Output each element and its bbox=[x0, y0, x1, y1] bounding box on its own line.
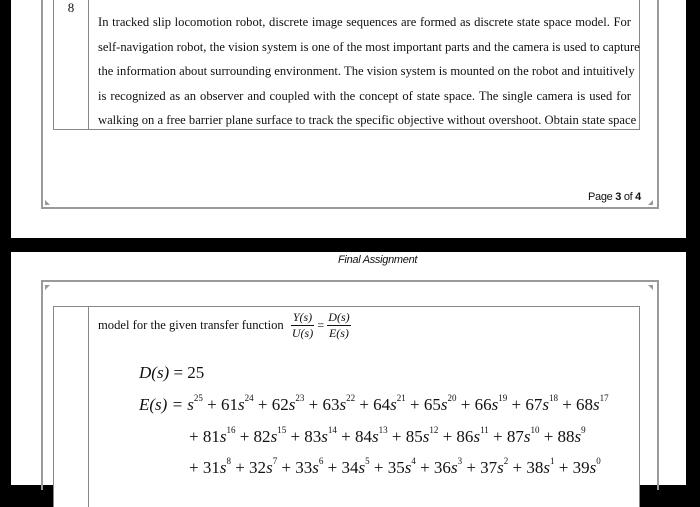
crop-mark-icon bbox=[648, 200, 653, 205]
variable-s: s bbox=[473, 427, 481, 446]
variable-s: s bbox=[593, 395, 600, 414]
polynomial-term: + $32s^7$ bbox=[230, 456, 278, 477]
E-lhs: E(s) = bbox=[139, 395, 188, 414]
question-line: walking on a free barrier plane surface to track the specific objective without overshoot. Obtain state space bbox=[98, 113, 637, 128]
E-terms-3 bbox=[189, 458, 601, 477]
variable-s: s bbox=[321, 427, 328, 446]
exponent: 3 bbox=[457, 456, 463, 466]
polynomial-term: + $85s^{12}$ bbox=[387, 425, 439, 446]
variable-s: s bbox=[497, 458, 504, 477]
continuation-text: model for the given transfer function bbox=[98, 318, 284, 332]
denominator-E: E(s) bbox=[328, 326, 349, 340]
exponent: 16 bbox=[226, 425, 236, 435]
exponent: 14 bbox=[327, 425, 337, 435]
D-lhs: D(s) bbox=[139, 363, 170, 382]
exponent: 9 bbox=[581, 425, 586, 435]
crop-mark-icon bbox=[45, 200, 50, 205]
equals-sign: = bbox=[317, 318, 325, 332]
D-equation bbox=[139, 363, 204, 383]
variable-s: s bbox=[288, 395, 296, 414]
variable-s: s bbox=[266, 458, 273, 477]
polynomial-term: + $67s^{18}$ bbox=[507, 393, 558, 414]
variable-s: s bbox=[404, 458, 412, 477]
D-rhs: = 25 bbox=[173, 363, 205, 382]
question-line: the information about surrounding environment. The vision system is mounted on the robot and intuitively bbox=[98, 64, 635, 79]
question-number-cell bbox=[54, 307, 89, 507]
polynomial-term: + $35s^4$ bbox=[369, 456, 416, 477]
polynomial-term: + $68s^{17}$ bbox=[557, 393, 609, 414]
exponent: 19 bbox=[498, 393, 508, 403]
question-table-continued bbox=[53, 306, 640, 507]
exponent: 25 bbox=[193, 393, 203, 403]
polynomial-term: + $37s^2$ bbox=[462, 456, 509, 477]
variable-s: s bbox=[270, 427, 278, 446]
variable-s: s bbox=[422, 427, 430, 446]
polynomial-term: + $64s^{21}$ bbox=[355, 393, 406, 414]
page-frame-bottom bbox=[41, 207, 659, 209]
variable-s: s bbox=[450, 458, 458, 477]
exponent: 2 bbox=[503, 456, 509, 466]
current-page: 3 bbox=[615, 191, 622, 203]
variable-s: s bbox=[219, 427, 227, 446]
page-frame-right bbox=[657, 280, 659, 490]
variable-s: s bbox=[372, 427, 379, 446]
exponent: 0 bbox=[596, 456, 601, 466]
exponent: 24 bbox=[244, 393, 254, 403]
polynomial-term: + $65s^{20}$ bbox=[405, 393, 457, 414]
numerator-D: D(s) bbox=[328, 310, 350, 324]
exponent: 7 bbox=[272, 456, 278, 466]
exponent: 8 bbox=[226, 456, 231, 466]
page-frame-right bbox=[657, 0, 659, 208]
variable-s: s bbox=[339, 395, 347, 414]
variable-s: s bbox=[440, 395, 448, 414]
exponent: 1 bbox=[550, 456, 555, 466]
exponent: 13 bbox=[378, 425, 388, 435]
transfer-function-line bbox=[98, 310, 351, 341]
E-terms-1 bbox=[187, 395, 608, 414]
page-of: of bbox=[621, 191, 636, 203]
polynomial-term: + $39s^0$ bbox=[554, 456, 601, 477]
crop-mark-icon bbox=[45, 285, 50, 290]
variable-s: s bbox=[589, 458, 597, 477]
variable-s: s bbox=[491, 395, 499, 414]
E-terms-2 bbox=[189, 427, 586, 446]
document-page-3 bbox=[11, 0, 686, 238]
variable-s: s bbox=[523, 427, 531, 446]
exponent: 5 bbox=[365, 456, 370, 466]
variable-s: s bbox=[358, 458, 366, 477]
exponent: 18 bbox=[548, 393, 558, 403]
polynomial-term: + $31s^8$ bbox=[189, 456, 231, 477]
page-header-title: Final Assignment bbox=[338, 254, 418, 266]
polynomial-term: + $86s^{11}$ bbox=[438, 425, 489, 446]
question-table bbox=[53, 0, 640, 130]
E-equation-line-1 bbox=[139, 395, 609, 415]
exponent: 23 bbox=[295, 393, 305, 403]
polynomial-term: + $82s^{15}$ bbox=[235, 425, 287, 446]
exponent: 20 bbox=[447, 393, 457, 403]
page-prefix: Page bbox=[588, 191, 616, 203]
polynomial-term: + $36s^3$ bbox=[415, 456, 463, 477]
variable-s: s bbox=[542, 395, 549, 414]
page-frame-left bbox=[41, 280, 43, 490]
exponent: 6 bbox=[318, 456, 324, 466]
variable-s: s bbox=[390, 395, 397, 414]
exponent: 4 bbox=[411, 456, 416, 466]
variable-s: s bbox=[238, 395, 245, 414]
exponent: 22 bbox=[346, 393, 356, 403]
question-line: In tracked slip locomotion robot, discrete image sequences are formed as discrete state space model. For bbox=[98, 15, 631, 29]
numerator-Y: Y(s) bbox=[292, 310, 313, 324]
polynomial-term: + $88s^9$ bbox=[539, 425, 586, 446]
question-text bbox=[98, 10, 640, 133]
page-indicator bbox=[588, 191, 641, 203]
variable-s: s bbox=[219, 458, 227, 477]
rhs-fraction bbox=[327, 310, 350, 341]
crop-mark-icon bbox=[648, 285, 653, 290]
exponent: 17 bbox=[599, 393, 609, 403]
exponent: 12 bbox=[429, 425, 439, 435]
exponent: 10 bbox=[530, 425, 540, 435]
polynomial-term: + $33s^6$ bbox=[277, 456, 324, 477]
question-line: self-navigation robot, the vision system is one of the most important parts and the camera is used to capture bbox=[98, 39, 640, 54]
E-equation-line-2 bbox=[189, 427, 586, 447]
polynomial-term: + $38s^1$ bbox=[508, 456, 555, 477]
polynomial-term: + $61s^{24}$ bbox=[202, 393, 254, 414]
question-line: is recognized as an observer and coupled with the concept of state space. The single camera is used for bbox=[98, 88, 631, 103]
polynomial-term: + $83s^{14}$ bbox=[286, 425, 337, 446]
polynomial-term bbox=[187, 395, 203, 414]
variable-s: s bbox=[574, 427, 582, 446]
polynomial-term: + $63s^{22}$ bbox=[304, 393, 356, 414]
page-frame-top bbox=[41, 280, 659, 282]
polynomial-term: + $84s^{13}$ bbox=[336, 425, 388, 446]
polynomial-term: + $62s^{23}$ bbox=[253, 393, 305, 414]
page-frame-left bbox=[41, 0, 43, 208]
total-pages: 4 bbox=[635, 191, 641, 203]
exponent: 15 bbox=[277, 425, 287, 435]
polynomial-term: + $87s^{10}$ bbox=[488, 425, 540, 446]
lhs-fraction bbox=[291, 310, 314, 341]
variable-s: s bbox=[312, 458, 319, 477]
document-page-4 bbox=[11, 252, 686, 485]
question-number-cell bbox=[54, 0, 89, 129]
variable-s: s bbox=[543, 458, 550, 477]
variable-s: s bbox=[187, 395, 194, 414]
E-equation-line-3 bbox=[189, 458, 601, 478]
polynomial-term: + $81s^{16}$ bbox=[189, 425, 236, 446]
question-number: 8 bbox=[67, 0, 75, 15]
denominator-U: U(s) bbox=[291, 326, 314, 340]
exponent: 11 bbox=[480, 425, 489, 435]
polynomial-term: + $34s^5$ bbox=[323, 456, 370, 477]
exponent: 21 bbox=[396, 393, 406, 403]
polynomial-term: + $66s^{19}$ bbox=[456, 393, 508, 414]
